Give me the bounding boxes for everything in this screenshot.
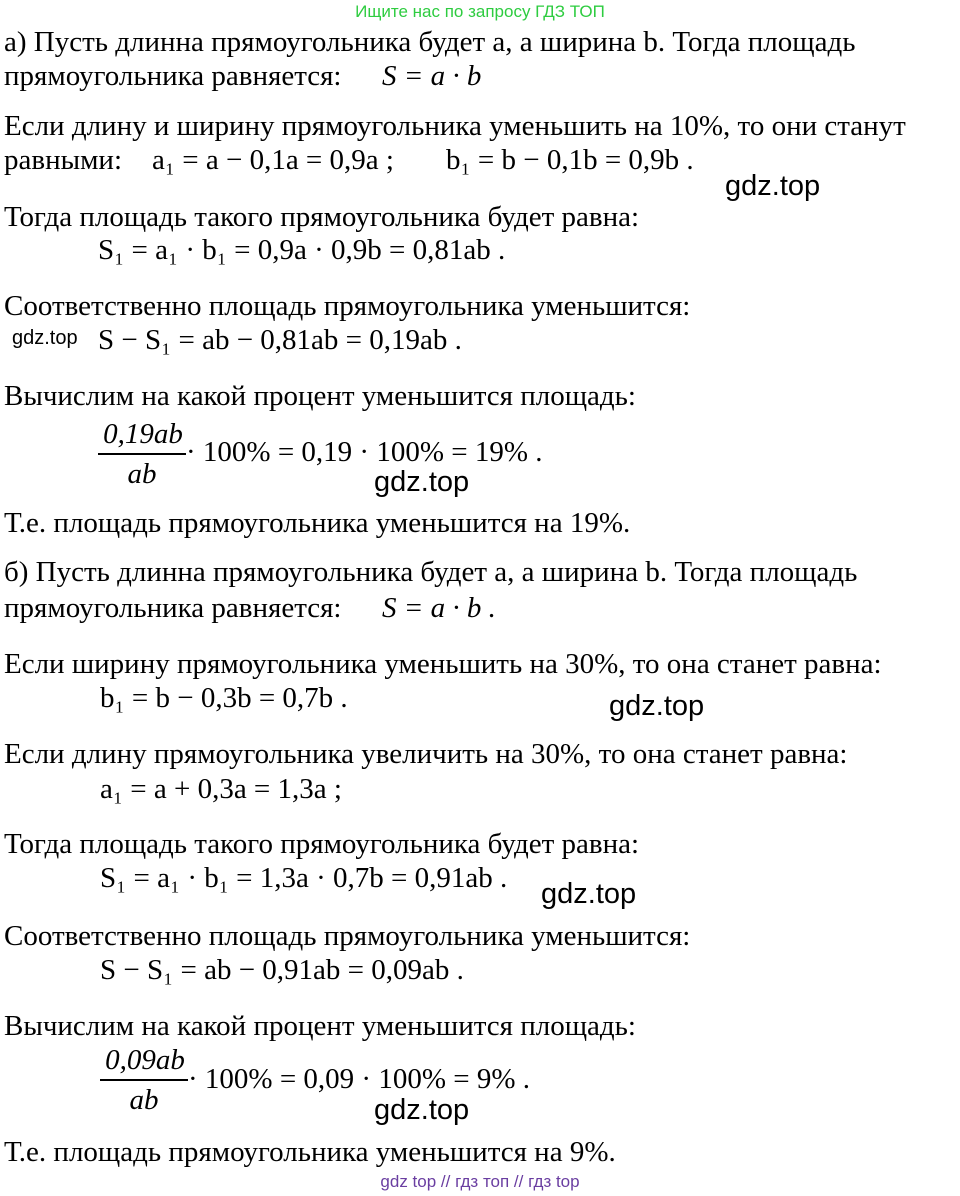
fraction-bar <box>100 1079 188 1081</box>
part-a-conclusion: Т.е. площадь прямоугольника уменьшится на 19%. <box>4 507 631 539</box>
part-a-percent-fraction <box>98 418 543 490</box>
part-b-b1-formula: b₁ = b − 0,3b = 0,7b . <box>100 682 348 714</box>
top-banner: Ищите нас по запросу ГДЗ ТОП <box>355 2 605 21</box>
part-a-reduce-line-1: Если длину и ширину прямоугольника уменьшить на 10%, то они станут <box>4 110 906 142</box>
bottom-banner: gdz top // гдз топ // гдз top <box>380 1172 580 1191</box>
part-a-intro-line-1: а) Пусть длинна прямоугольника будет a, а ширина b. Тогда площадь <box>4 26 856 58</box>
part-b-percent-text: Вычислим на какой процент уменьшится площадь: <box>4 1010 636 1042</box>
part-b-conclusion: Т.е. площадь прямоугольника уменьшится на 9%. <box>4 1136 616 1168</box>
part-b-area-formula: S = a · b . <box>382 592 496 624</box>
fraction-numerator: 0,19ab <box>103 418 183 450</box>
part-b-percent-fraction <box>100 1046 540 1116</box>
part-b-width-text: Если ширину прямоугольника уменьшить на 30%, то она станет равна: <box>4 648 882 680</box>
fraction-result: · 100% = 0,19 · 100% = 19% . <box>186 436 543 468</box>
part-a-decrease-text: Соответственно площадь прямоугольника уменьшится: <box>4 290 691 322</box>
part-b-decrease-text: Соответственно площадь прямоугольника уменьшится: <box>4 920 691 952</box>
watermark: gdz.top <box>374 1094 470 1126</box>
part-a-reduce-line-2: равными: <box>4 144 122 176</box>
part-b-decrease-formula: S − S₁ = ab − 0,91ab = 0,09ab . <box>100 954 464 986</box>
part-a-new-area-formula: S₁ = a₁ · b₁ = 0,9a · 0,9b = 0,81ab . <box>98 234 506 266</box>
fraction-bar <box>98 453 186 455</box>
part-a-decrease-formula: S − S₁ = ab − 0,81ab = 0,19ab . <box>98 324 462 356</box>
fraction-numerator: 0,09ab <box>105 1044 185 1076</box>
part-b-intro-line-1: б) Пусть длинна прямоугольника будет a, а ширина b. Тогда площадь <box>4 556 858 588</box>
part-a-intro-line-2: прямоугольника равняется: <box>4 60 342 92</box>
fraction-result: · 100% = 0,09 · 100% = 9% . <box>188 1063 530 1095</box>
part-b-new-area-formula: S₁ = a₁ · b₁ = 1,3a · 0,7b = 0,91ab . <box>100 862 508 894</box>
part-a-new-area-text: Тогда площадь такого прямоугольника будет равна: <box>4 201 640 233</box>
watermark: gdz.top <box>541 878 637 910</box>
part-b-intro-line-2: прямоугольника равняется: <box>4 592 342 624</box>
part-a-b1-formula: b₁ = b − 0,1b = 0,9b . <box>446 144 694 176</box>
fraction-denominator: ab <box>127 458 157 490</box>
part-b-a1-formula: a₁ = a + 0,3a = 1,3a ; <box>100 773 342 805</box>
part-b-length-text: Если длину прямоугольника увеличить на 30%, то она станет равна: <box>4 738 848 770</box>
part-b-new-area-text: Тогда площадь такого прямоугольника будет равна: <box>4 828 640 860</box>
part-a-a1-formula: a₁ = a − 0,1a = 0,9a ; <box>152 144 394 176</box>
watermark: gdz.top <box>12 327 78 349</box>
part-a-area-formula: S = a · b <box>382 60 482 92</box>
watermark: gdz.top <box>609 690 705 722</box>
part-a-percent-text: Вычислим на какой процент уменьшится площадь: <box>4 380 636 412</box>
fraction-denominator: ab <box>129 1084 159 1116</box>
watermark: gdz.top <box>374 466 470 498</box>
watermark: gdz.top <box>725 170 821 202</box>
